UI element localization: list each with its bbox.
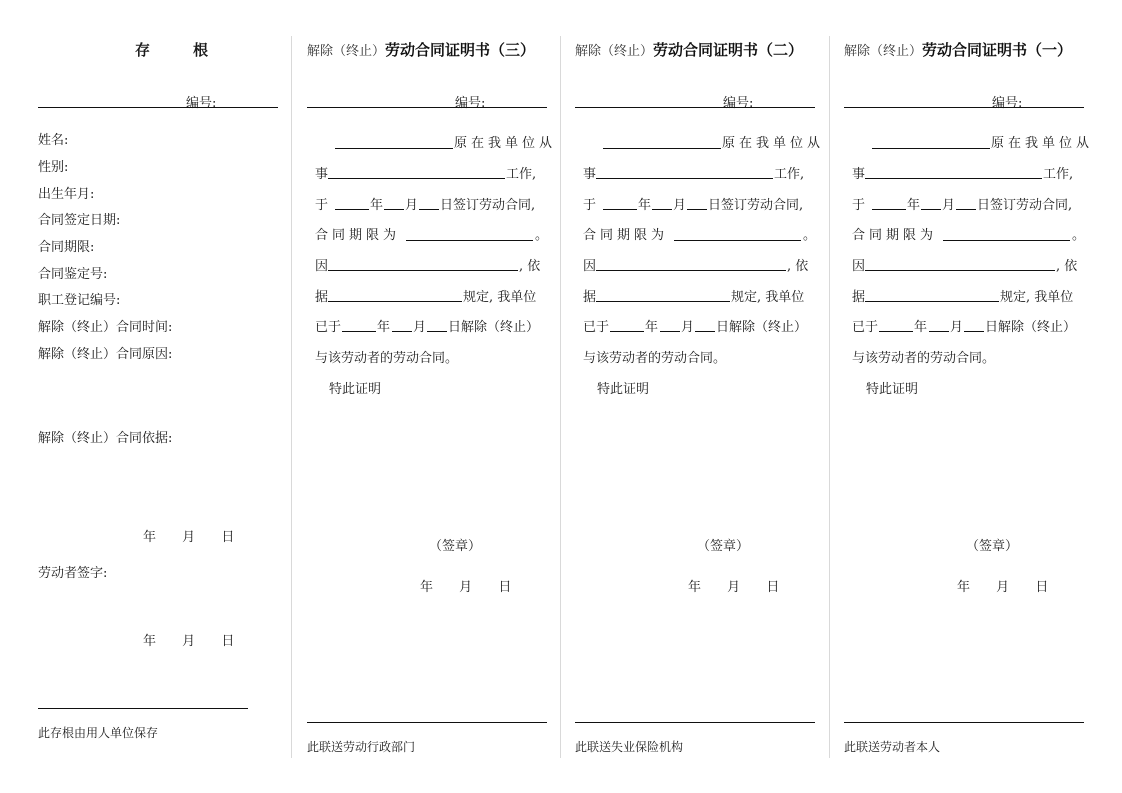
- date-year: 年: [143, 530, 157, 545]
- seal-label: （签章）: [966, 539, 1019, 554]
- date-year: 年: [143, 634, 157, 649]
- line7-suffix: 日解除（终止）: [448, 320, 540, 335]
- line3-prefix: 于: [583, 198, 597, 213]
- title-prefix: 解除（终止）: [307, 44, 386, 59]
- line9: 特此证明: [866, 382, 919, 397]
- line3-year: 年: [638, 198, 652, 213]
- line5-suffix: , 依: [787, 259, 809, 274]
- number-label: 编号:: [455, 96, 486, 111]
- cert-date: [688, 576, 779, 595]
- stub-footer: 此存根由用人单位保存: [38, 726, 159, 740]
- blank-term-year: [342, 331, 376, 332]
- stub-number-label: 编号:: [186, 96, 217, 111]
- number-label: 编号:: [992, 96, 1023, 111]
- line2-suffix: 工作,: [1043, 167, 1074, 182]
- line3-suffix: 日签订劳动合同,: [708, 198, 804, 213]
- stub-footer-line: [38, 708, 248, 709]
- title-prefix: 解除（终止）: [575, 44, 654, 59]
- stub-field-appraisal-no: 合同鉴定号:: [38, 267, 108, 282]
- line7-suffix: 日解除（终止）: [985, 320, 1077, 335]
- blank-term-month: [392, 331, 412, 332]
- line1-suffix: 原在我单位从: [454, 136, 557, 151]
- line7-month: 月: [413, 320, 427, 335]
- line3-suffix: 日签订劳动合同,: [977, 198, 1073, 213]
- blank-term-year: [610, 331, 644, 332]
- line2-prefix: 事: [852, 167, 866, 182]
- blank-job: [865, 178, 1042, 179]
- stub-title: 存 根: [135, 41, 223, 59]
- number-line: [844, 107, 1084, 108]
- line7-month: 月: [681, 320, 695, 335]
- seal-label: （签章）: [429, 539, 482, 554]
- stub-field-birth: 出生年月:: [38, 187, 95, 202]
- footer-line: [575, 722, 815, 723]
- stub-field-termination-time: 解除（终止）合同时间:: [38, 320, 173, 335]
- date-day: 日: [498, 580, 512, 595]
- blank-term: [674, 240, 801, 241]
- blank-sign-year: [335, 209, 369, 210]
- cert-date: [957, 576, 1048, 595]
- blank-term-day: [964, 331, 984, 332]
- certificate-title: [307, 39, 535, 60]
- line4-prefix: 合同期限为: [852, 228, 938, 243]
- blank-term-month: [929, 331, 949, 332]
- stub-date-1: [143, 526, 234, 545]
- blank-sign-year: [872, 209, 906, 210]
- stub-field-gender: 性别:: [38, 160, 69, 175]
- stub-field-termination-reason: 解除（终止）合同原因:: [38, 347, 173, 362]
- blank-reason: [596, 270, 786, 271]
- blank-term-day: [695, 331, 715, 332]
- line4-prefix: 合同期限为: [583, 228, 669, 243]
- date-month: 月: [727, 580, 741, 595]
- title-prefix: 解除（终止）: [844, 44, 923, 59]
- line2-suffix: 工作,: [506, 167, 537, 182]
- line4-prefix: 合同期限为: [315, 228, 401, 243]
- blank-term-year: [879, 331, 913, 332]
- stub-field-sign-date: 合同签定日期:: [38, 213, 121, 228]
- line2-suffix: 工作,: [774, 167, 805, 182]
- line9: 特此证明: [329, 382, 382, 397]
- line3-year: 年: [907, 198, 921, 213]
- line9: 特此证明: [597, 382, 650, 397]
- column-divider: [560, 36, 561, 758]
- line3-prefix: 于: [315, 198, 329, 213]
- blank-basis: [328, 301, 462, 302]
- line7-month: 月: [950, 320, 964, 335]
- line7-prefix: 已于: [852, 320, 879, 335]
- line5-suffix: , 依: [519, 259, 541, 274]
- line6-suffix: 规定, 我单位: [463, 290, 537, 305]
- line2-prefix: 事: [583, 167, 597, 182]
- date-year: 年: [420, 580, 434, 595]
- blank-basis: [865, 301, 999, 302]
- date-day: 日: [1035, 580, 1049, 595]
- certificate-footer: 此联送劳动行政部门: [307, 740, 416, 754]
- blank-sign-year: [603, 209, 637, 210]
- stub-field-termination-basis: 解除（终止）合同依据:: [38, 431, 173, 446]
- line7-prefix: 已于: [583, 320, 610, 335]
- title-main: 劳动合同证明书（二）: [653, 41, 804, 59]
- line8: 与该劳动者的劳动合同。: [583, 351, 727, 366]
- date-year: 年: [688, 580, 702, 595]
- line3-month: 月: [942, 198, 956, 213]
- date-day: 日: [766, 580, 780, 595]
- footer-line: [844, 722, 1084, 723]
- blank-job: [596, 178, 773, 179]
- date-month: 月: [182, 634, 196, 649]
- line7-prefix: 已于: [315, 320, 342, 335]
- line2-prefix: 事: [315, 167, 329, 182]
- date-day: 日: [221, 634, 235, 649]
- line6-suffix: 规定, 我单位: [731, 290, 805, 305]
- column-divider: [829, 36, 830, 758]
- date-month: 月: [182, 530, 196, 545]
- line5-prefix: 因: [315, 259, 329, 274]
- blank-sign-day: [419, 209, 439, 210]
- line6-prefix: 据: [852, 290, 866, 305]
- column-divider: [291, 36, 292, 758]
- blank-sign-month: [921, 209, 941, 210]
- certificate-2-column: [575, 0, 825, 793]
- line8: 与该劳动者的劳动合同。: [852, 351, 996, 366]
- blank-basis: [596, 301, 730, 302]
- blank-sign-day: [956, 209, 976, 210]
- line4-suffix: 。: [803, 228, 817, 243]
- footer-line: [307, 722, 547, 723]
- title-main: 劳动合同证明书（一）: [922, 41, 1073, 59]
- blank-term-day: [427, 331, 447, 332]
- line1-suffix: 原在我单位从: [991, 136, 1094, 151]
- blank-name: [335, 148, 453, 149]
- blank-reason: [328, 270, 518, 271]
- certificate-title: [844, 39, 1072, 60]
- blank-sign-month: [384, 209, 404, 210]
- line7-year: 年: [914, 320, 928, 335]
- certificate-3-column: [307, 0, 557, 793]
- line3-suffix: 日签订劳动合同,: [440, 198, 536, 213]
- certificate-title: [575, 39, 803, 60]
- stub-number-line: [38, 107, 278, 108]
- stub-field-registration-no: 职工登记编号:: [38, 293, 121, 308]
- certificate-footer: 此联送劳动者本人: [844, 740, 941, 754]
- stub-field-name: 姓名:: [38, 133, 69, 148]
- line6-prefix: 据: [315, 290, 329, 305]
- line5-suffix: , 依: [1056, 259, 1078, 274]
- line5-prefix: 因: [583, 259, 597, 274]
- line3-year: 年: [370, 198, 384, 213]
- date-month: 月: [459, 580, 473, 595]
- number-label: 编号:: [723, 96, 754, 111]
- blank-term-month: [660, 331, 680, 332]
- blank-sign-month: [652, 209, 672, 210]
- certificate-1-column: [844, 0, 1094, 793]
- line3-month: 月: [405, 198, 419, 213]
- blank-term: [406, 240, 533, 241]
- line4-suffix: 。: [535, 228, 549, 243]
- title-main: 劳动合同证明书（三）: [385, 41, 536, 59]
- line6-suffix: 规定, 我单位: [1000, 290, 1074, 305]
- blank-term: [943, 240, 1070, 241]
- date-month: 月: [996, 580, 1010, 595]
- blank-job: [328, 178, 505, 179]
- line1-suffix: 原在我单位从: [722, 136, 825, 151]
- blank-reason: [865, 270, 1055, 271]
- line6-prefix: 据: [583, 290, 597, 305]
- blank-name: [872, 148, 990, 149]
- date-year: 年: [957, 580, 971, 595]
- number-line: [575, 107, 815, 108]
- number-line: [307, 107, 547, 108]
- line7-year: 年: [377, 320, 391, 335]
- line3-month: 月: [673, 198, 687, 213]
- line5-prefix: 因: [852, 259, 866, 274]
- stub-date-2: [143, 630, 234, 649]
- stub-column: [38, 0, 278, 793]
- blank-sign-day: [687, 209, 707, 210]
- certificate-footer: 此联送失业保险机构: [575, 740, 684, 754]
- line7-year: 年: [645, 320, 659, 335]
- line4-suffix: 。: [1072, 228, 1086, 243]
- date-day: 日: [221, 530, 235, 545]
- stub-field-term: 合同期限:: [38, 240, 95, 255]
- line3-prefix: 于: [852, 198, 866, 213]
- line7-suffix: 日解除（终止）: [716, 320, 808, 335]
- stub-worker-sign-label: 劳动者签字:: [38, 566, 108, 581]
- cert-date: [420, 576, 511, 595]
- blank-name: [603, 148, 721, 149]
- seal-label: （签章）: [697, 539, 750, 554]
- line8: 与该劳动者的劳动合同。: [315, 351, 459, 366]
